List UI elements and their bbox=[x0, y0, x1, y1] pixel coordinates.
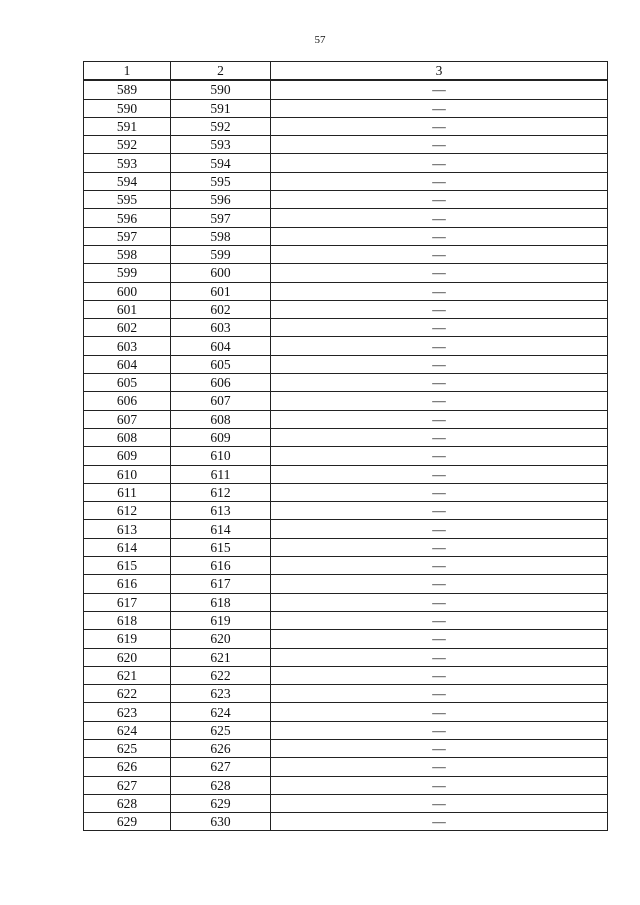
table-cell-col-3: — bbox=[271, 575, 608, 593]
column-header-2: 2 bbox=[171, 62, 271, 81]
table-cell-col-3: — bbox=[271, 538, 608, 556]
column-header-1: 1 bbox=[84, 62, 171, 81]
table-row bbox=[84, 355, 608, 373]
table-cell-col-2: 593 bbox=[171, 136, 271, 154]
table-cell-col-2: 617 bbox=[171, 575, 271, 593]
table-cell-col-2: 602 bbox=[171, 300, 271, 318]
table-cell-col-2: 616 bbox=[171, 557, 271, 575]
table-cell-col-3: — bbox=[271, 794, 608, 812]
table-cell-col-1: 617 bbox=[84, 593, 171, 611]
table-cell-col-2: 629 bbox=[171, 794, 271, 812]
table-row bbox=[84, 172, 608, 190]
header-row bbox=[84, 62, 608, 81]
table-row bbox=[84, 794, 608, 812]
table-cell-col-3: — bbox=[271, 227, 608, 245]
table-row bbox=[84, 630, 608, 648]
table-row bbox=[84, 483, 608, 501]
table-cell-col-1: 590 bbox=[84, 99, 171, 117]
table-cell-col-2: 615 bbox=[171, 538, 271, 556]
table-row bbox=[84, 374, 608, 392]
table-cell-col-2: 608 bbox=[171, 410, 271, 428]
table-cell-col-3: — bbox=[271, 813, 608, 831]
table-cell-col-2: 607 bbox=[171, 392, 271, 410]
table-cell-col-1: 604 bbox=[84, 355, 171, 373]
table-cell-col-1: 625 bbox=[84, 739, 171, 757]
table-cell-col-2: 622 bbox=[171, 666, 271, 684]
table-cell-col-1: 602 bbox=[84, 319, 171, 337]
table-cell-col-3: — bbox=[271, 483, 608, 501]
table-cell-col-3: — bbox=[271, 520, 608, 538]
table-cell-col-2: 592 bbox=[171, 117, 271, 135]
table-cell-col-2: 601 bbox=[171, 282, 271, 300]
table-cell-col-2: 620 bbox=[171, 630, 271, 648]
table-cell-col-3: — bbox=[271, 154, 608, 172]
table-cell-col-3: — bbox=[271, 392, 608, 410]
table-cell-col-3: — bbox=[271, 136, 608, 154]
table-cell-col-2: 613 bbox=[171, 502, 271, 520]
table-cell-col-3: — bbox=[271, 428, 608, 446]
table-cell-col-3: — bbox=[271, 465, 608, 483]
table-row bbox=[84, 245, 608, 263]
table-row bbox=[84, 538, 608, 556]
table-cell-col-3: — bbox=[271, 410, 608, 428]
table-row bbox=[84, 136, 608, 154]
table-cell-col-1: 601 bbox=[84, 300, 171, 318]
table-row bbox=[84, 300, 608, 318]
table-cell-col-1: 589 bbox=[84, 80, 171, 99]
table-cell-col-1: 610 bbox=[84, 465, 171, 483]
table-cell-col-3: — bbox=[271, 630, 608, 648]
table-cell-col-1: 620 bbox=[84, 648, 171, 666]
table-cell-col-1: 605 bbox=[84, 374, 171, 392]
table-cell-col-1: 606 bbox=[84, 392, 171, 410]
table-cell-col-2: 610 bbox=[171, 447, 271, 465]
table-cell-col-3: — bbox=[271, 99, 608, 117]
table-cell-col-3: — bbox=[271, 172, 608, 190]
table-row bbox=[84, 575, 608, 593]
table-row bbox=[84, 465, 608, 483]
table-cell-col-2: 625 bbox=[171, 721, 271, 739]
table-cell-col-2: 609 bbox=[171, 428, 271, 446]
table-cell-col-1: 612 bbox=[84, 502, 171, 520]
table-cell-col-2: 627 bbox=[171, 758, 271, 776]
table-cell-col-3: — bbox=[271, 80, 608, 99]
table-row bbox=[84, 80, 608, 99]
table-row bbox=[84, 264, 608, 282]
table-cell-col-2: 600 bbox=[171, 264, 271, 282]
table-cell-col-3: — bbox=[271, 703, 608, 721]
table-cell-col-1: 621 bbox=[84, 666, 171, 684]
table-cell-col-2: 624 bbox=[171, 703, 271, 721]
table-cell-col-3: — bbox=[271, 264, 608, 282]
table-row bbox=[84, 191, 608, 209]
page-number: 57 bbox=[314, 34, 326, 46]
table-row bbox=[84, 776, 608, 794]
table-cell-col-3: — bbox=[271, 117, 608, 135]
table-cell-col-1: 599 bbox=[84, 264, 171, 282]
table-row bbox=[84, 319, 608, 337]
table-cell-col-2: 621 bbox=[171, 648, 271, 666]
table-cell-col-1: 614 bbox=[84, 538, 171, 556]
table-cell-col-3: — bbox=[271, 245, 608, 263]
table-cell-col-3: — bbox=[271, 648, 608, 666]
table-cell-col-3: — bbox=[271, 666, 608, 684]
table-cell-col-1: 616 bbox=[84, 575, 171, 593]
table-cell-col-1: 609 bbox=[84, 447, 171, 465]
table-row bbox=[84, 557, 608, 575]
table-cell-col-3: — bbox=[271, 685, 608, 703]
table-cell-col-3: — bbox=[271, 758, 608, 776]
table-cell-col-3: — bbox=[271, 739, 608, 757]
table-cell-col-3: — bbox=[271, 721, 608, 739]
table-cell-col-1: 622 bbox=[84, 685, 171, 703]
table-cell-col-2: 606 bbox=[171, 374, 271, 392]
table-row bbox=[84, 666, 608, 684]
table-cell-col-1: 619 bbox=[84, 630, 171, 648]
table-cell-col-3: — bbox=[271, 191, 608, 209]
table-cell-col-2: 597 bbox=[171, 209, 271, 227]
table-row bbox=[84, 611, 608, 629]
table-header bbox=[84, 62, 608, 81]
table-cell-col-2: 611 bbox=[171, 465, 271, 483]
table-cell-col-1: 591 bbox=[84, 117, 171, 135]
table-row bbox=[84, 99, 608, 117]
table-cell-col-1: 607 bbox=[84, 410, 171, 428]
table-cell-col-2: 626 bbox=[171, 739, 271, 757]
table-cell-col-1: 618 bbox=[84, 611, 171, 629]
table-cell-col-1: 596 bbox=[84, 209, 171, 227]
table-row bbox=[84, 739, 608, 757]
table-cell-col-3: — bbox=[271, 593, 608, 611]
table-cell-col-1: 628 bbox=[84, 794, 171, 812]
table-cell-col-2: 598 bbox=[171, 227, 271, 245]
table-row bbox=[84, 703, 608, 721]
table-cell-col-2: 594 bbox=[171, 154, 271, 172]
table-row bbox=[84, 502, 608, 520]
table-cell-col-3: — bbox=[271, 447, 608, 465]
table-row bbox=[84, 428, 608, 446]
table-cell-col-1: 598 bbox=[84, 245, 171, 263]
table-cell-col-3: — bbox=[271, 209, 608, 227]
table-cell-col-2: 619 bbox=[171, 611, 271, 629]
table-row bbox=[84, 758, 608, 776]
table-cell-col-3: — bbox=[271, 557, 608, 575]
table-cell-col-3: — bbox=[271, 282, 608, 300]
table-row bbox=[84, 447, 608, 465]
table-cell-col-2: 596 bbox=[171, 191, 271, 209]
table-row bbox=[84, 392, 608, 410]
table-cell-col-2: 623 bbox=[171, 685, 271, 703]
table-cell-col-1: 624 bbox=[84, 721, 171, 739]
table-cell-col-3: — bbox=[271, 776, 608, 794]
table-row bbox=[84, 337, 608, 355]
table-cell-col-1: 594 bbox=[84, 172, 171, 190]
table-cell-col-3: — bbox=[271, 337, 608, 355]
table-row bbox=[84, 648, 608, 666]
table-cell-col-1: 600 bbox=[84, 282, 171, 300]
table-cell-col-2: 605 bbox=[171, 355, 271, 373]
table-row bbox=[84, 813, 608, 831]
table-cell-col-3: — bbox=[271, 300, 608, 318]
table-cell-col-1: 603 bbox=[84, 337, 171, 355]
table-row bbox=[84, 593, 608, 611]
table-cell-col-2: 591 bbox=[171, 99, 271, 117]
table-cell-col-1: 608 bbox=[84, 428, 171, 446]
table-row bbox=[84, 154, 608, 172]
table-cell-col-3: — bbox=[271, 355, 608, 373]
table-cell-col-2: 595 bbox=[171, 172, 271, 190]
table-cell-col-3: — bbox=[271, 611, 608, 629]
column-header-3: 3 bbox=[271, 62, 608, 81]
table-cell-col-3: — bbox=[271, 319, 608, 337]
table-row bbox=[84, 520, 608, 538]
table-row bbox=[84, 685, 608, 703]
table-row bbox=[84, 209, 608, 227]
data-table bbox=[83, 61, 608, 831]
table-cell-col-1: 627 bbox=[84, 776, 171, 794]
table-cell-col-2: 603 bbox=[171, 319, 271, 337]
table-cell-col-1: 613 bbox=[84, 520, 171, 538]
table-row bbox=[84, 282, 608, 300]
table-cell-col-3: — bbox=[271, 374, 608, 392]
table-cell-col-1: 595 bbox=[84, 191, 171, 209]
table-cell-col-2: 590 bbox=[171, 80, 271, 99]
table-cell-col-1: 623 bbox=[84, 703, 171, 721]
table-cell-col-2: 612 bbox=[171, 483, 271, 501]
table-cell-col-2: 628 bbox=[171, 776, 271, 794]
table-row bbox=[84, 227, 608, 245]
table-cell-col-1: 626 bbox=[84, 758, 171, 776]
table-cell-col-2: 614 bbox=[171, 520, 271, 538]
table-cell-col-3: — bbox=[271, 502, 608, 520]
table-cell-col-1: 592 bbox=[84, 136, 171, 154]
table-row bbox=[84, 410, 608, 428]
table-cell-col-2: 618 bbox=[171, 593, 271, 611]
table-cell-col-2: 604 bbox=[171, 337, 271, 355]
table-body bbox=[84, 80, 608, 831]
table-row bbox=[84, 117, 608, 135]
table-cell-col-1: 615 bbox=[84, 557, 171, 575]
table-cell-col-2: 630 bbox=[171, 813, 271, 831]
table-cell-col-1: 593 bbox=[84, 154, 171, 172]
table-cell-col-1: 597 bbox=[84, 227, 171, 245]
table-cell-col-1: 629 bbox=[84, 813, 171, 831]
table-cell-col-1: 611 bbox=[84, 483, 171, 501]
table-row bbox=[84, 721, 608, 739]
table-cell-col-2: 599 bbox=[171, 245, 271, 263]
